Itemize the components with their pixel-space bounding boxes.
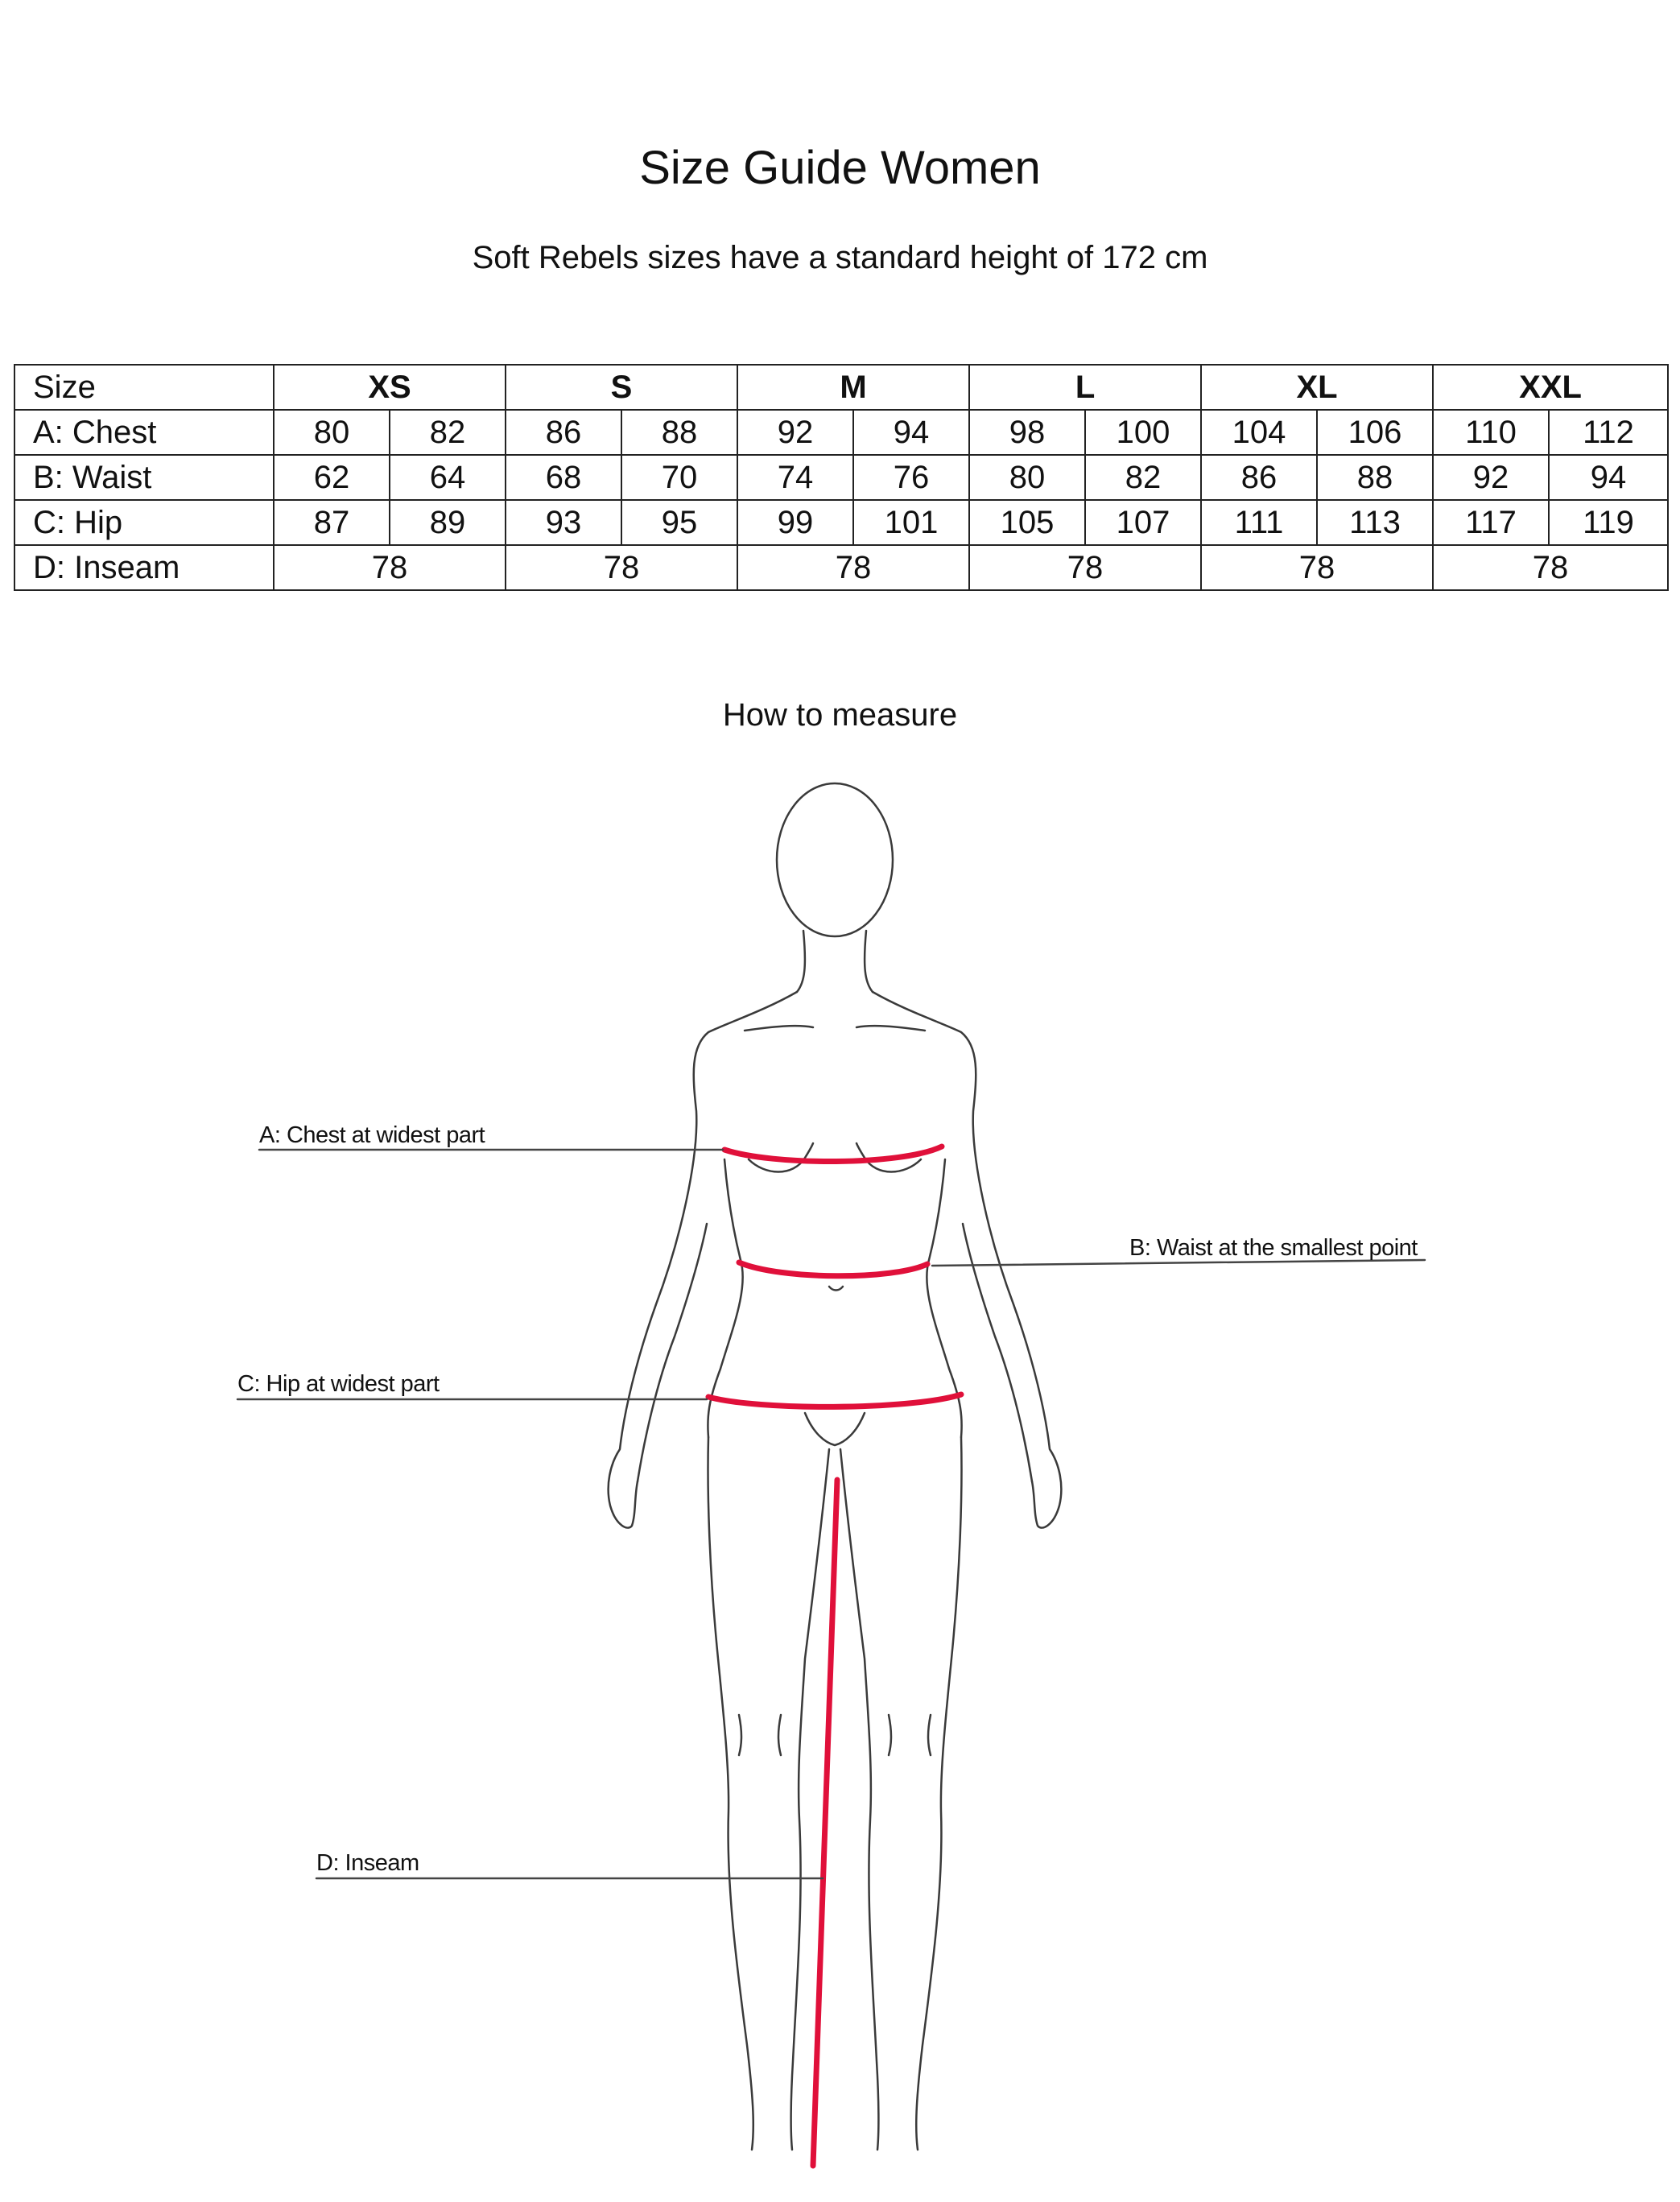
table-cell: 82 bbox=[1085, 455, 1201, 500]
table-cell: 88 bbox=[1317, 455, 1433, 500]
table-cell: 101 bbox=[853, 500, 969, 545]
table-cell: 80 bbox=[969, 455, 1085, 500]
table-cell: 98 bbox=[969, 410, 1085, 455]
table-cell: 106 bbox=[1317, 410, 1433, 455]
figure-collarbones bbox=[745, 1026, 925, 1031]
table-cell: 92 bbox=[1433, 455, 1549, 500]
waist-callout-label: B: Waist at the smallest point bbox=[1129, 1235, 1418, 1261]
table-cell: 76 bbox=[853, 455, 969, 500]
row-label-waist: B: Waist bbox=[14, 455, 274, 500]
row-label-chest: A: Chest bbox=[14, 410, 274, 455]
chest-callout-label: A: Chest at widest part bbox=[259, 1122, 485, 1148]
page-title: Size Guide Women bbox=[639, 142, 1041, 194]
hip-measure-line bbox=[708, 1394, 961, 1407]
row-label-inseam: D: Inseam bbox=[14, 545, 274, 590]
table-cell: 99 bbox=[737, 500, 853, 545]
table-cell: 86 bbox=[1201, 455, 1317, 500]
table-cell: 93 bbox=[506, 500, 621, 545]
size-col-xxl: XXL bbox=[1433, 365, 1668, 410]
figure-body-outline bbox=[609, 992, 1062, 1528]
table-cell: 113 bbox=[1317, 500, 1433, 545]
table-cell: 86 bbox=[506, 410, 621, 455]
hip-callout-label: C: Hip at widest part bbox=[237, 1371, 440, 1397]
table-cell: 87 bbox=[274, 500, 390, 545]
table-cell: 68 bbox=[506, 455, 621, 500]
figure-head bbox=[777, 783, 893, 936]
table-cell: 78 bbox=[969, 545, 1201, 590]
inseam-measure-line bbox=[813, 1480, 837, 2166]
table-cell: 78 bbox=[506, 545, 737, 590]
table-cell: 95 bbox=[621, 500, 737, 545]
size-col-m: M bbox=[737, 365, 969, 410]
table-cell: 78 bbox=[1201, 545, 1433, 590]
table-cell: 112 bbox=[1549, 410, 1668, 455]
table-cell: 70 bbox=[621, 455, 737, 500]
table-cell: 94 bbox=[853, 410, 969, 455]
how-to-measure-heading: How to measure bbox=[722, 697, 958, 733]
measurement-lines bbox=[708, 1146, 961, 2166]
table-cell: 78 bbox=[274, 545, 506, 590]
table-cell: 80 bbox=[274, 410, 390, 455]
table-cell: 119 bbox=[1549, 500, 1668, 545]
inseam-callout-label: D: Inseam bbox=[316, 1850, 419, 1876]
figure-torso bbox=[638, 1159, 1032, 1481]
size-col-s: S bbox=[506, 365, 737, 410]
table-cell: 78 bbox=[1433, 545, 1668, 590]
figure-neck bbox=[797, 931, 873, 992]
table-cell: 100 bbox=[1085, 410, 1201, 455]
table-cell: 74 bbox=[737, 455, 853, 500]
table-cell: 94 bbox=[1549, 455, 1668, 500]
table-cell: 88 bbox=[621, 410, 737, 455]
table-cell: 105 bbox=[969, 500, 1085, 545]
table-cell: 64 bbox=[390, 455, 506, 500]
table-cell: 110 bbox=[1433, 410, 1549, 455]
page-subtitle: Soft Rebels sizes have a standard height of 172 cm bbox=[472, 240, 1208, 275]
table-cell: 92 bbox=[737, 410, 853, 455]
table-cell: 111 bbox=[1201, 500, 1317, 545]
figure-crotch bbox=[805, 1413, 865, 1445]
table-cell: 62 bbox=[274, 455, 390, 500]
chest-measure-line bbox=[724, 1146, 942, 1162]
size-col-l: L bbox=[969, 365, 1201, 410]
waist-measure-line bbox=[739, 1262, 927, 1276]
figure-navel bbox=[829, 1287, 843, 1291]
table-cell: 117 bbox=[1433, 500, 1549, 545]
size-col-xl: XL bbox=[1201, 365, 1433, 410]
table-cell: 107 bbox=[1085, 500, 1201, 545]
figure-knees bbox=[739, 1715, 931, 1755]
waist-callout-line bbox=[932, 1260, 1425, 1266]
table-cell: 104 bbox=[1201, 410, 1317, 455]
table-cell: 78 bbox=[737, 545, 969, 590]
size-col-xs: XS bbox=[274, 365, 506, 410]
size-header-label: Size bbox=[14, 365, 274, 410]
table-cell: 89 bbox=[390, 500, 506, 545]
row-label-hip: C: Hip bbox=[14, 500, 274, 545]
table-cell: 82 bbox=[390, 410, 506, 455]
